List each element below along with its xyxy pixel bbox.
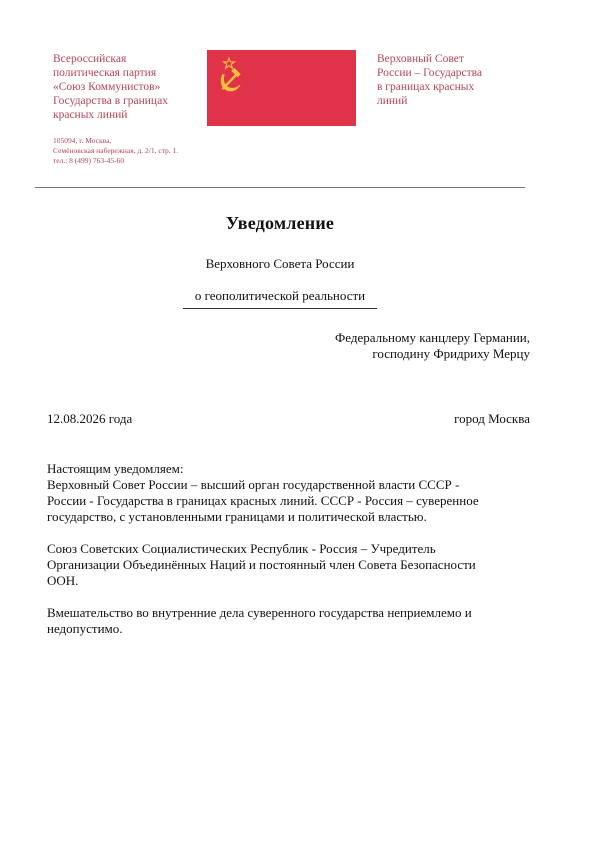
council-line-2: России – Государства bbox=[377, 67, 483, 79]
body-line: Вмешательство во внутренние дела суверенного государства неприемлемо и bbox=[47, 605, 472, 620]
body-line: России - Государства в границах красных линий. СССР - Россия – суверенное bbox=[47, 493, 479, 508]
body-line: Настоящим уведомляем: bbox=[47, 461, 184, 476]
letterhead-organization bbox=[53, 52, 203, 122]
address-line-2: Семёновская набережная, д. 2/1, стр. 1. bbox=[53, 146, 179, 155]
council-line-3: в границах красных bbox=[377, 81, 475, 93]
document-title: Уведомление bbox=[225, 213, 335, 233]
body-line: государство, с установленными границами и политической властью. bbox=[47, 509, 427, 524]
letterhead-address bbox=[53, 136, 213, 166]
header-divider bbox=[35, 187, 525, 188]
subtitle-underline bbox=[183, 308, 377, 309]
org-line-1: Всероссийская bbox=[53, 53, 127, 65]
addressee-line-1: Федеральному канцлеру Германии, bbox=[334, 330, 530, 345]
org-line-5: красных линий bbox=[53, 109, 128, 121]
document-city: город Москва bbox=[454, 411, 530, 426]
body-paragraph-1 bbox=[47, 461, 537, 525]
body-line: Верховный Совет России – высший орган государственной власти СССР - bbox=[47, 477, 460, 492]
letterhead-council bbox=[377, 52, 527, 108]
council-line-4: линий bbox=[377, 95, 408, 107]
addressee-line-2: господину Фридриху Мерцу bbox=[372, 346, 530, 361]
body-line: недопустимо. bbox=[47, 621, 123, 636]
document-body bbox=[47, 461, 537, 653]
document-date: 12.08.2026 года bbox=[47, 411, 133, 426]
org-line-3: «Союз Коммунистов» bbox=[53, 81, 161, 93]
addressee-block bbox=[335, 330, 530, 362]
document-subtitle-topic: о геополитической реальности bbox=[194, 288, 366, 303]
address-line-3: тел.: 8 (499) 763-45-60 bbox=[53, 156, 125, 165]
body-paragraph-3 bbox=[47, 605, 537, 637]
address-line-1: 105094, г. Москва, bbox=[53, 136, 112, 145]
body-line: Союз Советских Социалистических Республик - Россия – Учредитель bbox=[47, 541, 436, 556]
org-line-2: политическая партия bbox=[53, 67, 157, 79]
hammer-sickle-icon bbox=[207, 50, 356, 126]
document-subtitle-issuer: Верховного Совета России bbox=[205, 256, 355, 271]
body-line: Организации Объединённых Наций и постоянный член Совета Безопасности bbox=[47, 557, 476, 572]
body-line: ООН. bbox=[47, 573, 79, 588]
soviet-flag bbox=[207, 50, 356, 126]
org-line-4: Государства в границах bbox=[53, 95, 168, 107]
council-line-1: Верховный Совет bbox=[377, 53, 464, 65]
body-paragraph-2 bbox=[47, 541, 537, 589]
